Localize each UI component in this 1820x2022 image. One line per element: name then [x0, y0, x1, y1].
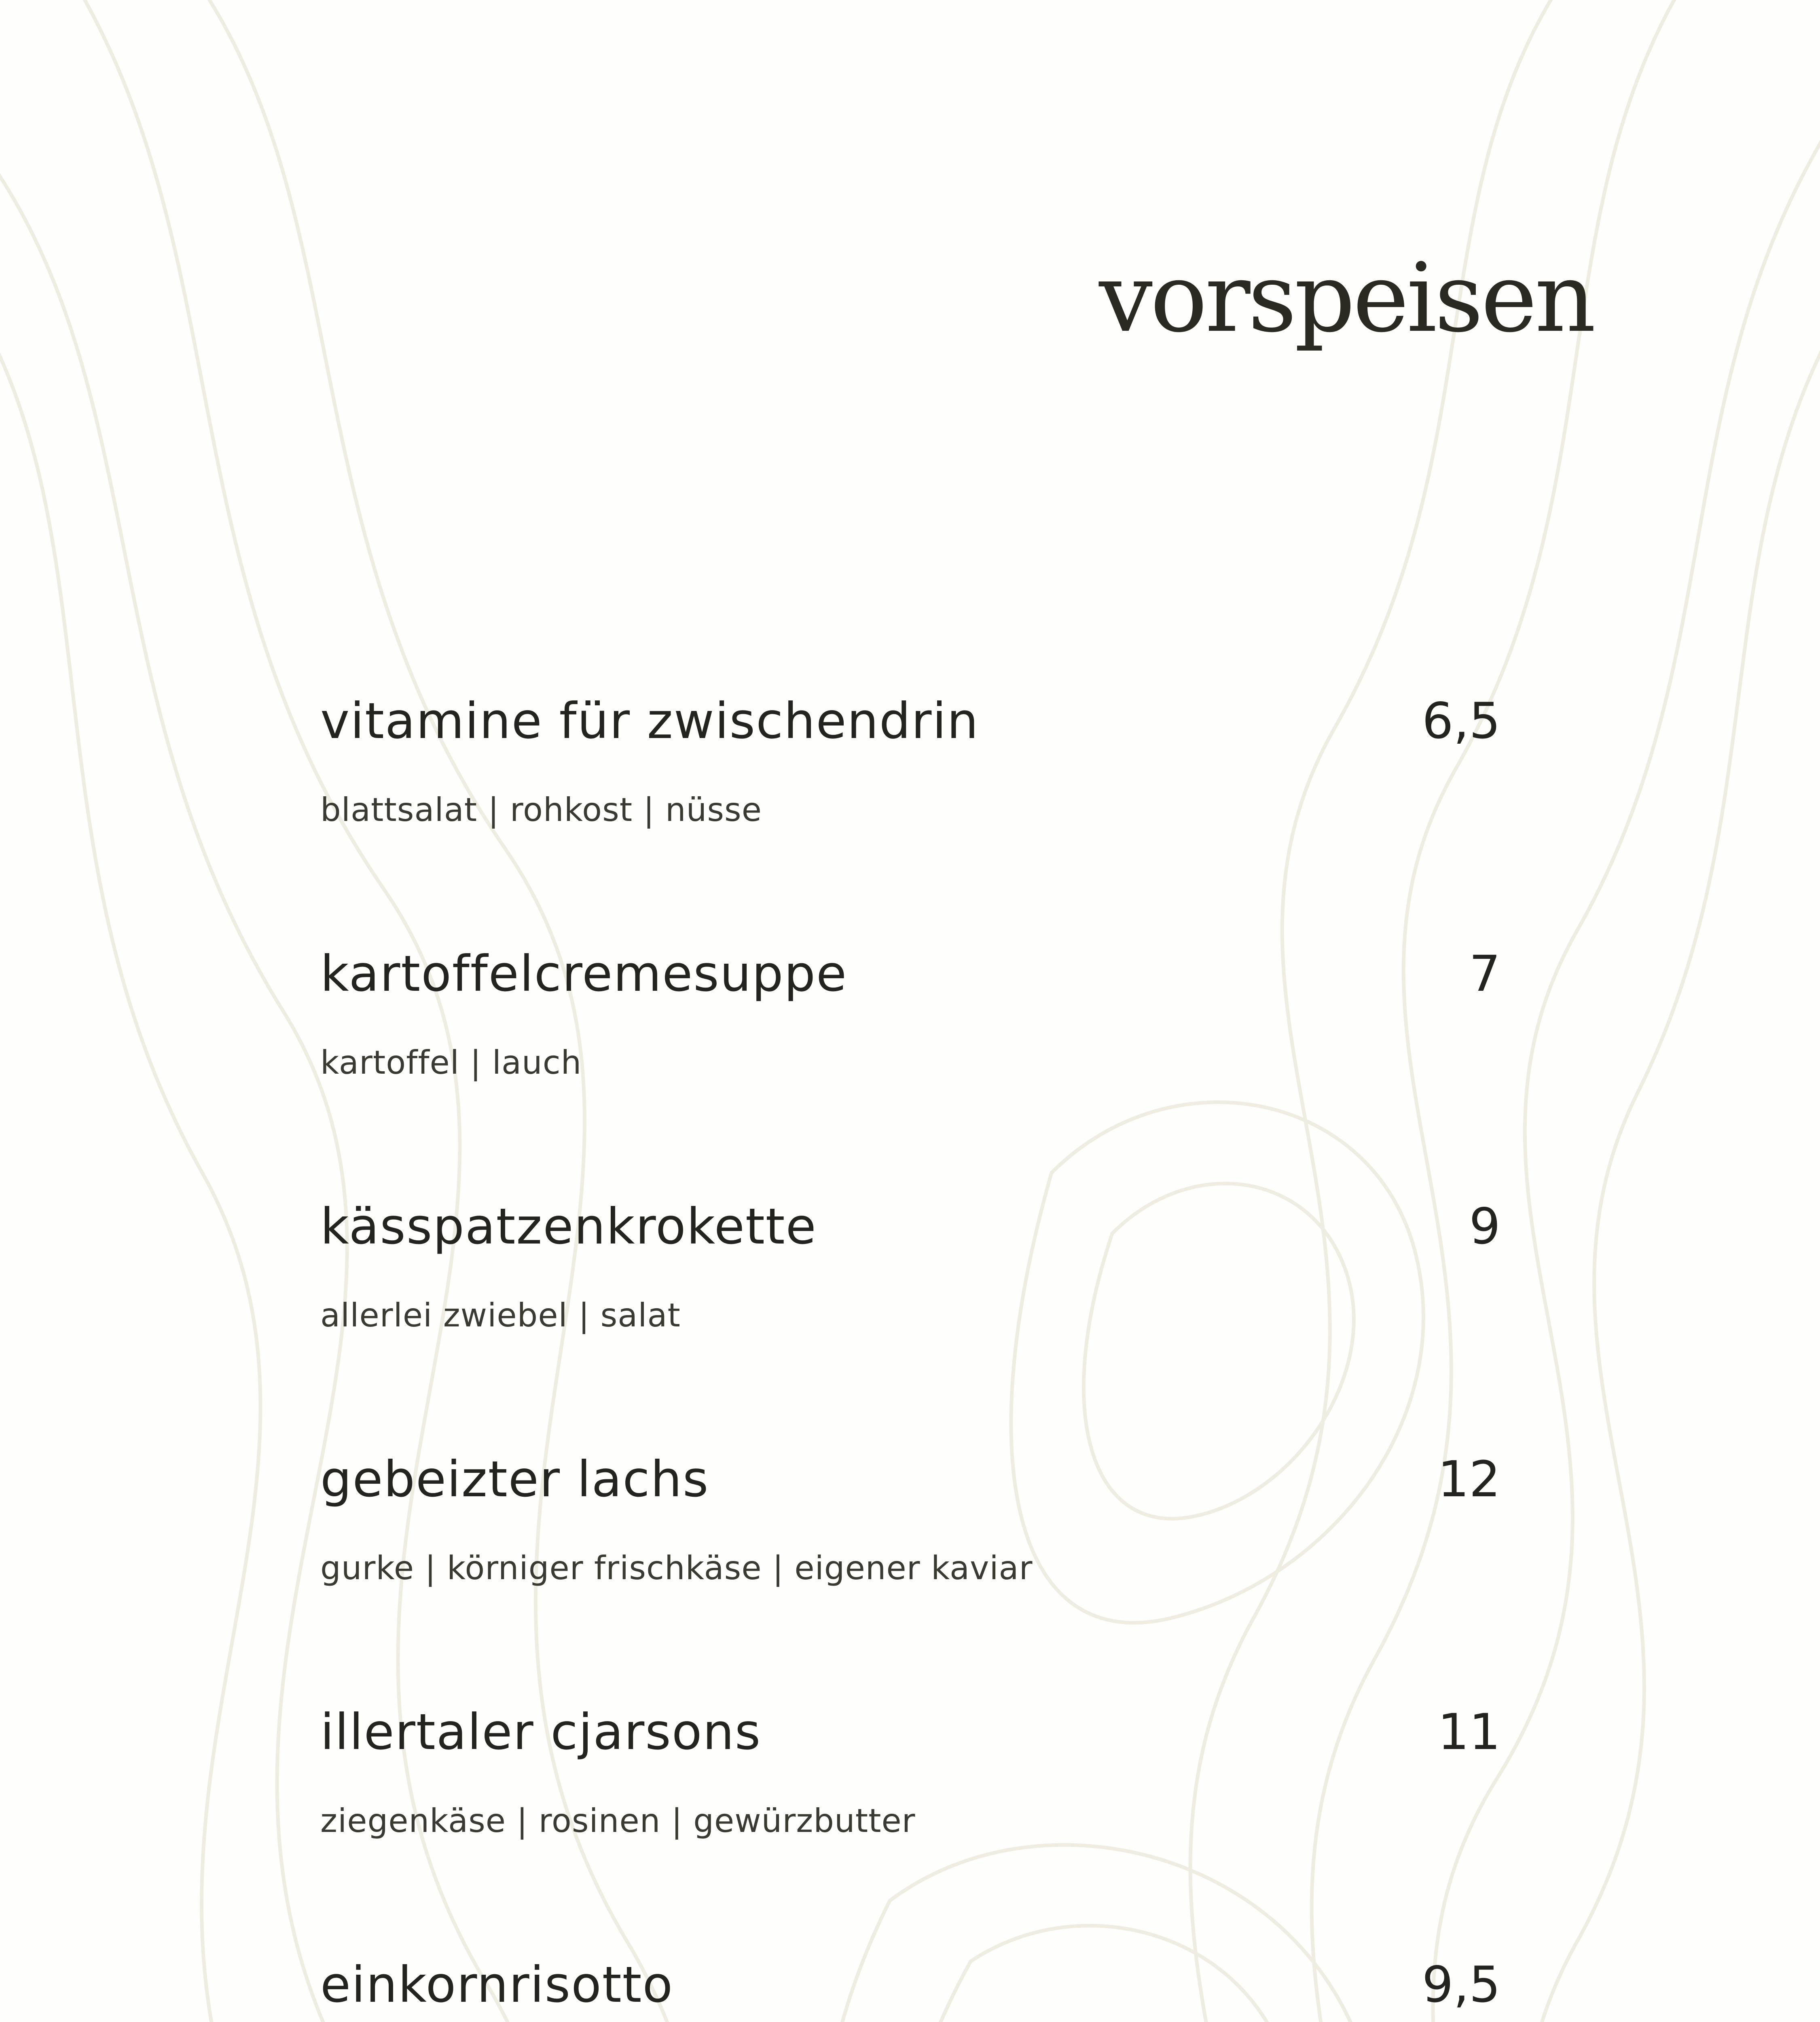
menu-item — [320, 1703, 1500, 1955]
menu-item-name: einkornrisotto — [320, 1956, 674, 2014]
menu-item — [320, 944, 1500, 1197]
menu-item-name: kässpatzenkrokette — [320, 1198, 817, 1255]
menu-item-description: kartoffel | lauch — [320, 1044, 582, 1081]
menu-item-price: 9 — [1469, 1198, 1500, 1255]
menu-item-list — [320, 692, 1500, 2022]
menu-item-description: blattsalat | rohkost | nüsse — [320, 791, 762, 829]
menu-item-name: gebeizter lachs — [320, 1451, 709, 1508]
menu-item — [320, 692, 1500, 944]
menu-item — [320, 1197, 1500, 1450]
menu-item-price: 7 — [1469, 945, 1500, 1003]
menu-item-description: allerlei zwiebel | salat — [320, 1297, 681, 1334]
menu-item-name: kartoffelcremesuppe — [320, 945, 848, 1003]
menu-item-name: vitamine für zwischendrin — [320, 692, 979, 750]
menu-item-name: illertaler cjarsons — [320, 1703, 762, 1761]
menu-section-title: vorspeisen — [1099, 243, 1594, 353]
menu-item-description: ziegenkäse | rosinen | gewürzbutter — [320, 1802, 916, 1840]
menu-item-price: 9,5 — [1422, 1956, 1500, 2014]
menu-item-price: 6,5 — [1422, 692, 1500, 750]
menu-item — [320, 1450, 1500, 1703]
menu-item — [320, 1955, 1500, 2022]
menu-item-price: 12 — [1437, 1451, 1500, 1508]
menu-item-price: 11 — [1437, 1703, 1500, 1761]
menu-item-description: gurke | körniger frischkäse | eigener kaviar — [320, 1549, 1033, 1587]
